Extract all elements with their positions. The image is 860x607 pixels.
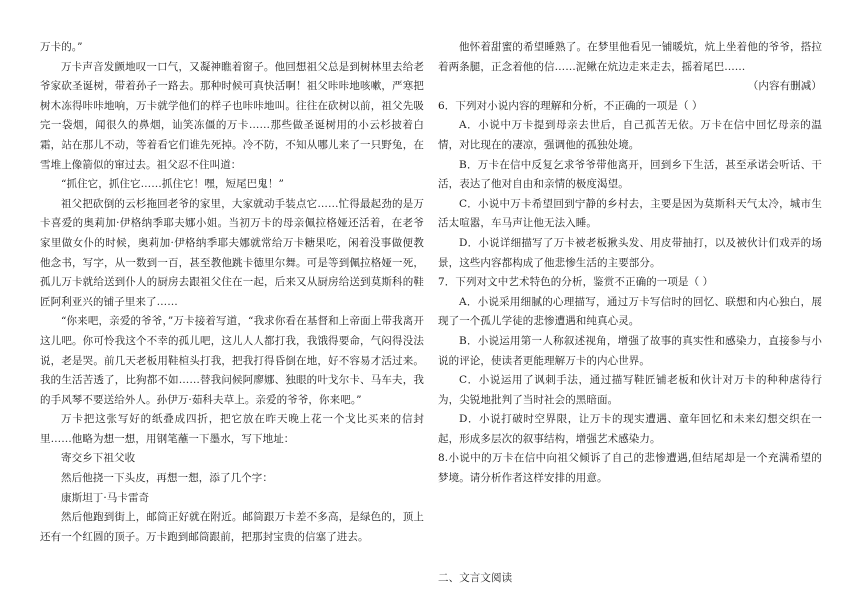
reading-passage-column <box>40 38 424 547</box>
question-7-option-a: A．小说采用细腻的心理描写，通过万卡写信时的回忆、联想和内心独白，展现了一个孤儿学徒的悲惨遭遇和纯真心灵。 <box>438 295 822 328</box>
abridged-note: （内容有删减） <box>747 80 822 93</box>
question-6-option-c: C．小说中万卡希望回到宁静的乡村去，主要是因为莫斯科天气太冷，城市生活太喧嚣，车马声让他无法入睡。 <box>438 197 822 230</box>
question-6: 6．下列对小说内容的理解和分析，不正确的一项是（ ） <box>438 99 703 112</box>
passage-paragraph: 然后他挠一下头皮，再想一想，添了几个字： <box>61 472 273 485</box>
passage-paragraph: “抓住它，抓住它……抓住它！嘿，短尾巴鬼！” <box>61 178 284 191</box>
question-6-option-a: A．小说中万卡提到母亲去世后，自己孤苦无依。万卡在信中回忆母亲的温情，对比现在的凄凉，强调他的孤独处境。 <box>438 119 822 151</box>
question-7: 7．下列对文中艺术特色的分析，鉴赏不正确的一项是（ ） <box>438 276 714 289</box>
question-7-option-c: C．小说运用了讽刺手法，通过描写鞋匠铺老板和伙计对万卡的种种虐待行为，尖锐地批判了当时社会的黑暗面。 <box>438 374 822 406</box>
passage-paragraph: “你来吧，亲爱的爷爷，”万卡接着写道，“我求你看在基督和上帝面上带我离开这儿吧。你可怜我这个不幸的孤儿吧，这儿人人都打我，我饿得要命，气闷得没法说，老是哭。前几天老板用鞋楦头打我，把我打得昏倒在地，好不容易才活过来。我的生活苦透了，比狗都不如……替我问候阿廖娜、独眼的叶戈尔卡、马车夫，我的手风琴不要送给外人。孙伊万·茹科夫草上。亲爱的爷爷，你来吧。” <box>40 315 424 406</box>
section-heading: 二、文言文阅读 <box>438 571 513 584</box>
envelope-name-line: 康斯坦丁·马卡雷奇 <box>61 491 150 504</box>
envelope-address-line: 寄交乡下祖父收 <box>61 452 136 465</box>
answer-space <box>438 489 822 569</box>
question-6-option-d: D．小说详细描写了万卡被老板揪头发、用皮带抽打，以及被伙计们戏弄的场景，这些内容都构成了他悲惨生活的主要部分。 <box>438 236 822 269</box>
question-8: 8.小说中的万卡在信中向祖父倾诉了自己的悲惨遭遇,但结尾却是一个充满希望的梦境。请分析作者这样安排的用意。 <box>438 452 822 485</box>
passage-paragraph: 万卡声音发颤地叹一口气，又凝神瞧着窗子。他回想祖父总是到树林里去给老爷家砍圣诞树，带着孙子一路去。那种时候可真快活啊！祖父咔咔地咳嗽，严寒把树木冻得咔咔地响，万卡就学他们的样子也咔咔地叫。往往在砍树以前，祖父先吸完一袋烟，闻很久的鼻烟，讪笑冻僵的万卡……那些做圣诞树用的小云杉披着白霜，站在那儿不动，等着看它们谁先死掉。冷不防，不知从哪儿来了一只野兔，在雪堆上像箭似的窜过去。祖父忍不住叫道： <box>40 60 424 171</box>
question-6-option-b: B．万卡在信中反复乞求爷爷带他离开，回到乡下生活，甚至承诺会听话、干活，表达了他对自由和亲情的极度渴望。 <box>438 158 822 191</box>
passage-paragraph: 万卡的。” <box>40 41 83 53</box>
passage-paragraph: 他怀着甜蜜的希望睡熟了。在梦里他看见一铺暖炕，炕上坐着他的爷爷，搭拉着两条腿，正念着他的信……泥鳅在炕边走来走去，摇着尾巴…… <box>438 41 822 73</box>
passage-paragraph: 祖父把砍倒的云杉拖回老爷的家里，大家就动手装点它……忙得最起劲的是万卡喜爱的奥莉加·伊格纳季耶夫娜小姐。当初万卡的母亲佩拉格娅还活着，在老爷家里做女仆的时候，奥莉加·伊格纳季耶夫娜就常给万卡糖果吃，闲着没事做便教他念书，写字，从一数到一百，甚至教他跳卡德里尔舞。可是等到佩拉格娅一死，孤儿万卡就给送到仆人的厨房去跟祖父住在一起，后来又从厨房给送到莫斯科的鞋匠阿利亚兴的铺子里来了…… <box>40 197 424 308</box>
questions-column <box>438 38 822 588</box>
passage-paragraph: 万卡把这张写好的纸叠成四折，把它放在昨天晚上花一个戈比买来的信封里……他略为想一想，用钢笔蘸一下墨水，写下地址： <box>40 413 424 445</box>
question-7-option-b: B．小说运用第一人称叙述视角，增强了故事的真实性和感染力，直接参与小说的评论，使读者更能理解万卡的内心世界。 <box>438 334 822 367</box>
question-7-option-d: D．小说打破时空界限，让万卡的现实遭遇、童年回忆和未来幻想交织在一起，形成多层次的叙事结构，增强艺术感染力。 <box>438 413 822 445</box>
passage-paragraph: 然后他跑到街上，邮筒正好就在附近。邮筒跟万卡差不多高，是绿色的，顶上还有一个红圆的顶子。万卡跑到邮筒跟前，把那封宝贵的信塞了进去。 <box>40 511 424 543</box>
